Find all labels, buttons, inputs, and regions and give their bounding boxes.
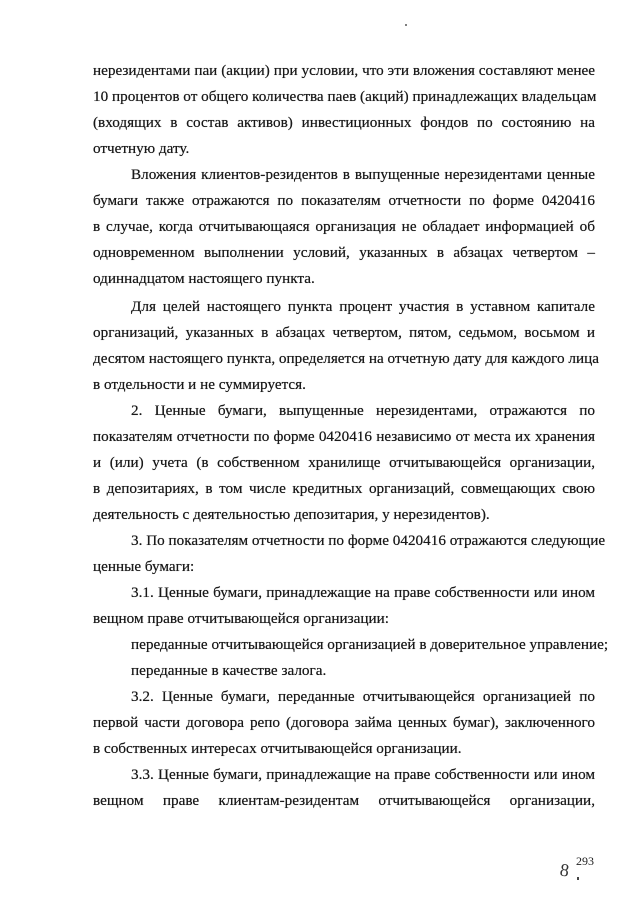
text-line: в собственных интересах отчитывающейся организации. bbox=[93, 740, 462, 757]
text-line: в случае, когда отчитывающаяся организация не обладает информацией об bbox=[93, 218, 595, 235]
text-line: Для целей настоящего пункта процент участия в уставном капитале bbox=[131, 298, 595, 315]
text-line: вещном праве клиентам-резидентам отчитывающейся организации, bbox=[93, 792, 595, 809]
text-line: переданные в качестве залога. bbox=[131, 662, 327, 679]
page-number: 293 bbox=[576, 854, 594, 868]
text-line: в депозитариях, в том числе кредитных организаций, совмещающих свою bbox=[93, 480, 595, 497]
text-line: переданные отчитывающейся организацией в доверительное управление; bbox=[131, 636, 609, 653]
text-line: показателям отчетности по форме 0420416 независимо от места их хранения bbox=[93, 428, 595, 445]
text-line: одиннадцатом настоящего пункта. bbox=[93, 270, 315, 287]
text-line: (входящих в состав активов) инвестиционных фондов по состоянию на bbox=[93, 114, 595, 131]
text-line: и (или) учета (в собственном хранилище отчитывающейся организации, bbox=[93, 454, 595, 471]
text-line: нерезидентами паи (акции) при условии, что эти вложения составляют менее bbox=[93, 62, 595, 79]
text-line: бумаги также отражаются по показателям отчетности по форме 0420416 bbox=[93, 192, 595, 209]
text-line: 3. По показателям отчетности по форме 0420416 отражаются следующие bbox=[131, 532, 606, 549]
text-line: 3.3. Ценные бумаги, принадлежащие на праве собственности или ином bbox=[131, 766, 595, 783]
text-line: одновременном выполнении условий, указанных в абзацах четвертом – bbox=[93, 244, 595, 261]
scan-speck bbox=[405, 24, 407, 26]
text-line: в отдельности и не суммируется. bbox=[93, 376, 306, 393]
text-line: десятом настоящего пункта, определяется на отчетную дату для каждого лица bbox=[93, 350, 599, 367]
text-line: отчетную дату. bbox=[93, 140, 190, 157]
text-line: организаций, указанных в абзацах четвертом, пятом, седьмом, восьмом и bbox=[93, 324, 595, 341]
text-line: деятельность с деятельностью депозитария, у нерезидентов). bbox=[93, 506, 490, 523]
text-line: ценные бумаги: bbox=[93, 558, 195, 575]
handwritten-mark: 8 bbox=[558, 859, 571, 881]
text-line: первой части договора репо (договора займа ценных бумаг), заключенного bbox=[93, 714, 595, 731]
text-line: 3.1. Ценные бумаги, принадлежащие на праве собственности или ином bbox=[131, 584, 595, 601]
scan-speck bbox=[577, 877, 579, 880]
text-line: вещном праве отчитывающейся организации: bbox=[93, 610, 389, 627]
text-line: Вложения клиентов-резидентов в выпущенные нерезидентами ценные bbox=[131, 166, 595, 183]
text-line: 2. Ценные бумаги, выпущенные нерезидентами, отражаются по bbox=[131, 402, 595, 419]
text-line: 3.2. Ценные бумаги, переданные отчитывающейся организацией по bbox=[131, 688, 595, 705]
text-line: 10 процентов от общего количества паев (акций) принадлежащих владельцам bbox=[93, 88, 597, 105]
